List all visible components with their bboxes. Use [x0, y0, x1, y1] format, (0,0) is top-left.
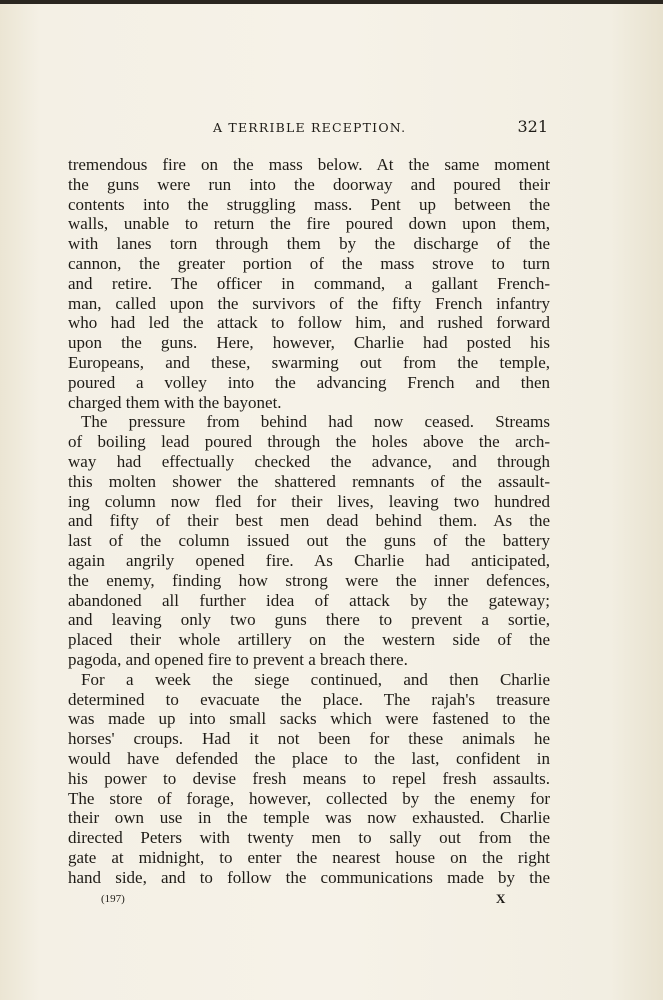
text-line: The store of forage, however, collected by the enemy for: [68, 788, 550, 808]
text-line: gate at midnight, to enter the nearest house on the right: [68, 847, 550, 867]
text-line: The pressure from behind had now ceased. Streams: [81, 412, 550, 432]
text-line: was made up into small sacks which were fastened to the: [68, 709, 550, 729]
page-header: [68, 117, 548, 139]
text-line: pagoda, and opened fire to prevent a breach there.: [68, 649, 408, 669]
text-line: horses' croups. Had it not been for these animals he: [68, 729, 550, 749]
text-line: walls, unable to return the fire poured down upon them,: [68, 214, 550, 234]
text-line: of boiling lead poured through the holes above the arch-: [68, 432, 550, 452]
text-line: with lanes torn through them by the discharge of the: [68, 234, 550, 254]
text-line: ing column now fled for their lives, leaving two hundred: [68, 491, 550, 511]
text-line: and retire. The officer in command, a gallant French-: [68, 273, 550, 293]
running-head: A TERRIBLE RECEPTION.: [213, 120, 407, 135]
text-line: For a week the siege continued, and then Charlie: [81, 669, 550, 689]
text-line: man, called upon the survivors of the fifty French infantry: [68, 293, 550, 313]
text-line: would have defended the place to the last, confident in: [68, 748, 550, 768]
text-line: Europeans, and these, swarming out from the temple,: [68, 352, 550, 372]
text-line: poured a volley into the advancing French and then: [68, 372, 550, 392]
text-line: and leaving only two guns there to prevent a sortie,: [68, 610, 550, 630]
text-line: who had led the attack to follow him, and rushed forward: [68, 313, 550, 333]
text-line: last of the column issued out the guns of the battery: [68, 531, 550, 551]
text-line: again angrily opened fire. As Charlie had anticipated,: [68, 550, 550, 570]
text-line: upon the guns. Here, however, Charlie had posted his: [68, 333, 550, 353]
top-edge-rule: [0, 0, 663, 4]
text-line: and fifty of their best men dead behind them. As the: [68, 511, 550, 531]
text-line: the enemy, finding how strong were the inner defences,: [68, 570, 550, 590]
page-number: 321: [517, 117, 548, 136]
text-line: tremendous fire on the mass below. At the same moment: [68, 155, 550, 174]
text-line: directed Peters with twenty men to sally out from the: [68, 828, 550, 848]
signature-mark: X: [496, 891, 506, 906]
text-line: this molten shower the shattered remnants of the assault-: [68, 471, 550, 491]
text-line: the guns were run into the doorway and poured their: [68, 174, 550, 194]
page-footer: [68, 893, 550, 909]
printer-signature: (197): [101, 893, 125, 905]
text-line: his power to devise fresh means to repel fresh assaults.: [68, 768, 550, 788]
text-line: cannon, the greater portion of the mass strove to turn: [68, 253, 550, 273]
text-line: placed their whole artillery on the western side of the: [68, 630, 550, 650]
text-line: their own use in the temple was now exhausted. Charlie: [68, 808, 550, 828]
text-line: way had effectually checked the advance, and through: [68, 451, 550, 471]
text-line: hand side, and to follow the communications made by the: [68, 867, 550, 887]
text-line: charged them with the bayonet.: [68, 392, 282, 412]
text-line: contents into the struggling mass. Pent up between the: [68, 194, 550, 214]
body-text: [68, 155, 550, 887]
text-line: determined to evacuate the place. The rajah's treasure: [68, 689, 550, 709]
text-line: abandoned all further idea of attack by the gateway;: [68, 590, 550, 610]
